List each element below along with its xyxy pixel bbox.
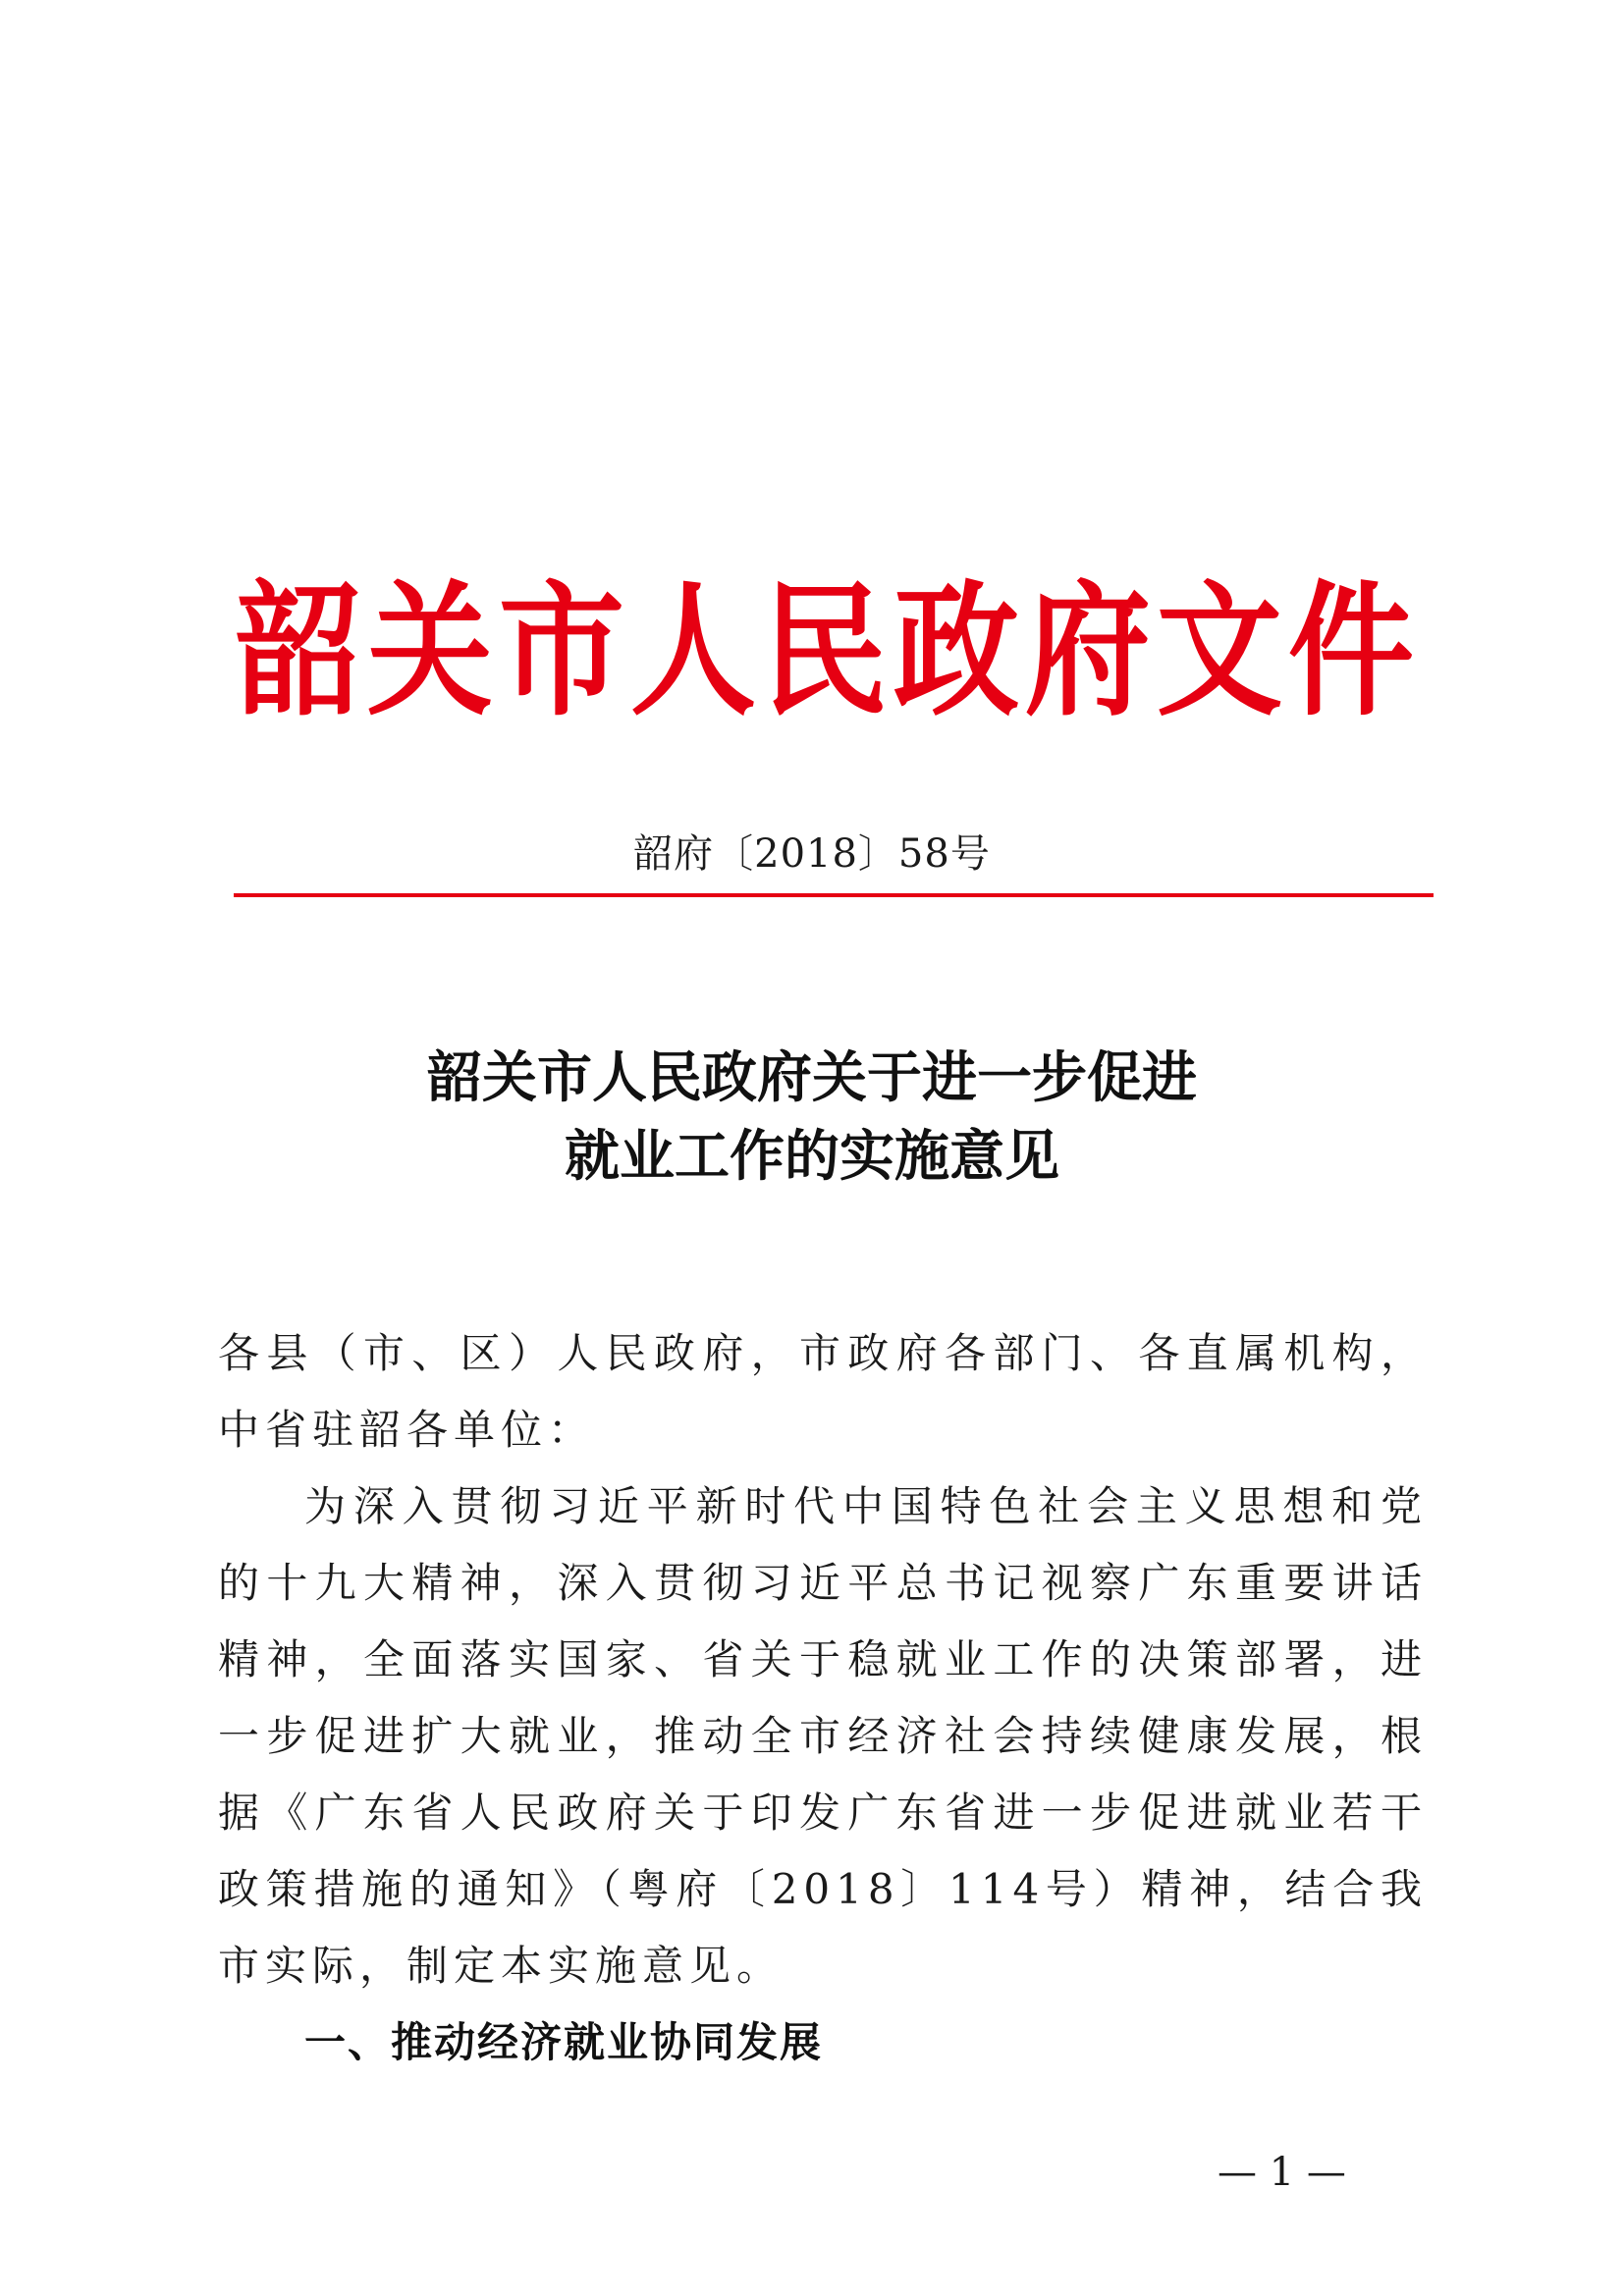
document-body bbox=[218, 1315, 1428, 2081]
masthead-char: 民 bbox=[761, 567, 888, 737]
masthead-char: 人 bbox=[629, 567, 756, 737]
document-number: 韶府〔2018〕58号 bbox=[633, 831, 991, 877]
masthead-char: 文 bbox=[1156, 567, 1282, 737]
masthead-char: 关 bbox=[366, 567, 493, 737]
masthead-char: 件 bbox=[1287, 567, 1414, 737]
masthead-char: 政 bbox=[893, 567, 1019, 737]
masthead-char: 府 bbox=[1024, 567, 1151, 737]
red-separator-line bbox=[234, 893, 1434, 897]
body-paragraph: 为深入贯彻习近平新时代中国特色社会主义思想和党的十九大精神，深入贯彻习近平总书记视察广东重要讲话精神，全面落实国家、省关于稳就业工作的决策部署，进一步促进扩大就业，推动全市经济社会持续健康发展，根据《广东省人民政府关于印发广东省进一步促进就业若干政策措施的通知》（粤府〔2018〕114号）精神，结合我市实际，制定本实施意见。 bbox=[218, 1482, 1428, 1990]
document-title-line-2: 就业工作的实施意见 bbox=[565, 1124, 1059, 1189]
masthead-char: 韶 bbox=[236, 567, 362, 737]
masthead-char: 市 bbox=[498, 567, 624, 737]
section-heading: 一、推动经济就业协同发展 bbox=[304, 2018, 824, 2066]
recipients-line: 各县（市、区）人民政府，市政府各部门、各直属机构，中省驻韶各单位： bbox=[218, 1329, 1428, 1454]
masthead-title bbox=[236, 569, 1414, 736]
document-title-line-1: 韶关市人民政府关于进一步促进 bbox=[427, 1045, 1197, 1110]
document-title bbox=[0, 1039, 1624, 1196]
page-number: — 1 — bbox=[1218, 2150, 1346, 2195]
